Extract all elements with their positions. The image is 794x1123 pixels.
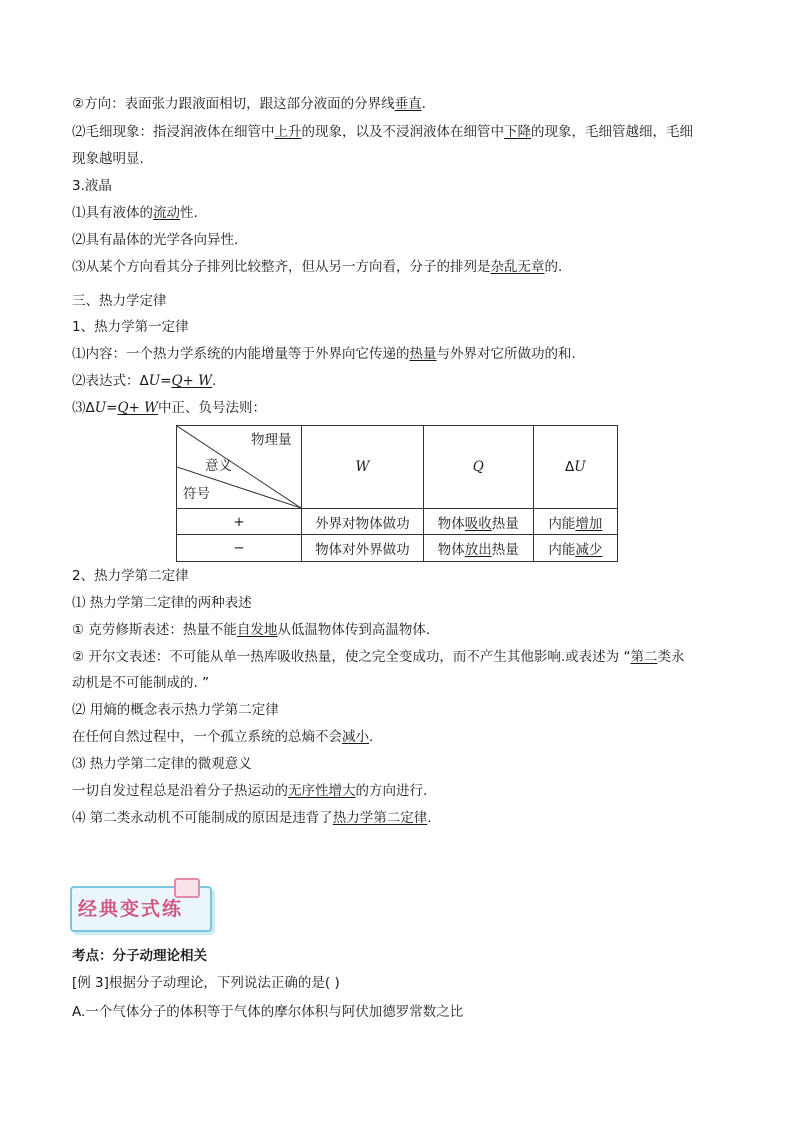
text-line: 现象越明显. (72, 151, 144, 167)
question-stem: [例 3]根据分子动理论，下列说法正确的是( ) (72, 975, 340, 991)
answer-underline: 热力学第二定律 (332, 810, 428, 826)
text: . (369, 729, 374, 745)
column-header: Q (423, 426, 533, 509)
text: ⑶Δ (72, 400, 95, 416)
text: 在任何自然过程中，一个孤立系统的总熵不会 (72, 729, 342, 745)
text: 中正、负号法则： (158, 400, 266, 416)
text-line: ⑵具有晶体的光学各向异性. (72, 232, 239, 248)
answer-underline: 增加 (575, 515, 603, 532)
diagonal-header (177, 426, 301, 508)
answer-underline: 下降 (504, 124, 531, 140)
text-line (72, 371, 216, 391)
table-cell: − (177, 535, 302, 562)
text: ⑴内容：一个热力学系统的内能增量等于外界向它传递的 (72, 346, 410, 362)
table-cell: 外界对物体做功 (302, 509, 424, 535)
table-cell (423, 509, 533, 535)
subsection-heading: 2、热力学第二定律 (72, 568, 189, 584)
answer-underline: Q+ W (117, 400, 158, 416)
answer-underline: 自发地 (236, 622, 278, 638)
section-heading: 3.液晶 (72, 178, 112, 194)
text-line: ⑴ 热力学第二定律的两种表述 (72, 595, 252, 611)
text-line: ⑶ 热力学第二定律的微观意义 (72, 756, 252, 772)
text: 内能 (548, 515, 576, 532)
text-line (72, 620, 430, 640)
answer-underline: 减小 (342, 729, 369, 745)
diagonal-header-cell (177, 426, 302, 509)
text-line (72, 781, 427, 801)
formula-var: U (148, 373, 161, 389)
table-cell (533, 535, 617, 562)
text: 热量 (491, 542, 519, 558)
text: = (106, 400, 118, 416)
text: 热量 (491, 515, 519, 532)
answer-underline: 第二 (630, 649, 658, 665)
text-line (72, 808, 432, 828)
text-line (72, 257, 562, 277)
text: ②方向：表面张力跟液面相切，跟这部分液面的分界线 (72, 96, 395, 112)
column-header (533, 426, 617, 509)
answer-underline: 放出 (464, 542, 492, 558)
text: ⑶从某个方向看其分子排列比较整齐，但从另一方向看，分子的排列是 (72, 259, 491, 275)
text: ② 开尔文表述：不可能从单一热库吸收热量，使之完全变成功，而不产生其他影响.或表述为 “ (72, 649, 631, 665)
answer-underline: 垂直 (394, 96, 422, 112)
answer-underline: 减少 (575, 542, 603, 558)
text: 与外界对它所做功的和. (436, 346, 576, 362)
answer-underline: 无序性增大 (288, 783, 356, 799)
table-row (177, 535, 618, 562)
text-line (72, 122, 693, 142)
answer-underline: 热量 (409, 346, 437, 362)
answer-underline: 上升 (274, 124, 302, 140)
text-line (72, 398, 266, 418)
text: Δ (565, 459, 575, 475)
text: 从低温物体传到高温物体. (277, 622, 431, 638)
text: = (160, 373, 172, 389)
subsection-heading: 1、热力学第一定律 (72, 319, 189, 335)
text: 物体 (437, 515, 465, 532)
text: 类永 (657, 649, 685, 665)
text: . (212, 373, 217, 389)
text-line: 动机是不可能制成的. ” (72, 675, 210, 691)
banner-title: 经典变式练 (78, 898, 184, 920)
text: 的现象，以及不浸润液体在细管中 (301, 124, 504, 140)
diag-label-bottom: 符号 (183, 486, 210, 502)
table-header-row (177, 426, 618, 509)
table-cell (533, 509, 617, 535)
question-option: A.一个气体分子的体积等于气体的摩尔体积与阿伏加德罗常数之比 (72, 1004, 464, 1020)
answer-underline: 吸收 (464, 515, 492, 532)
text: ⑵表达式：Δ (72, 373, 149, 389)
text: 的现象，毛细管越细，毛细 (531, 124, 693, 140)
text: . (427, 810, 432, 826)
topic-heading: 考点：分子动理论相关 (72, 948, 207, 964)
text-line (72, 203, 198, 223)
diag-label-mid: 意义 (205, 458, 232, 474)
text: 性. (180, 205, 198, 221)
answer-underline: Q+ W (171, 373, 212, 389)
table-cell (423, 535, 533, 562)
answer-underline: 杂乱无章 (490, 259, 545, 275)
text: 的. (544, 259, 563, 275)
text: . (421, 96, 426, 112)
answer-underline: 流动 (153, 205, 180, 221)
text: 的方向进行. (355, 783, 428, 799)
table-cell: 物体对外界做功 (302, 535, 424, 562)
text-line (72, 344, 576, 364)
text: ① 克劳修斯表述：热量不能 (72, 622, 237, 638)
text-line (72, 94, 426, 114)
formula-var: U (94, 400, 107, 416)
formula-var: U (574, 459, 586, 475)
text: ⑷ 第二类永动机不可能制成的原因是违背了 (72, 810, 333, 826)
text-line (72, 727, 373, 747)
table-cell: + (177, 509, 302, 535)
sign-rule-table (176, 425, 618, 562)
section-banner (64, 878, 214, 932)
column-header: W (302, 426, 424, 509)
text-line: ⑵ 用熵的概念表示热力学第二定律 (72, 702, 279, 718)
text: ⑴具有液体的 (72, 205, 153, 221)
text: 内能 (548, 542, 576, 558)
section-heading: 三、热力学定律 (72, 293, 167, 309)
text-line (72, 647, 684, 667)
diag-label-top: 物理量 (251, 432, 292, 448)
text: 一切自发过程总是沿着分子热运动的 (72, 783, 288, 799)
table-row (177, 509, 618, 535)
text: ⑵毛细现象：指浸润液体在细管中 (72, 124, 275, 140)
text: 物体 (437, 542, 465, 558)
